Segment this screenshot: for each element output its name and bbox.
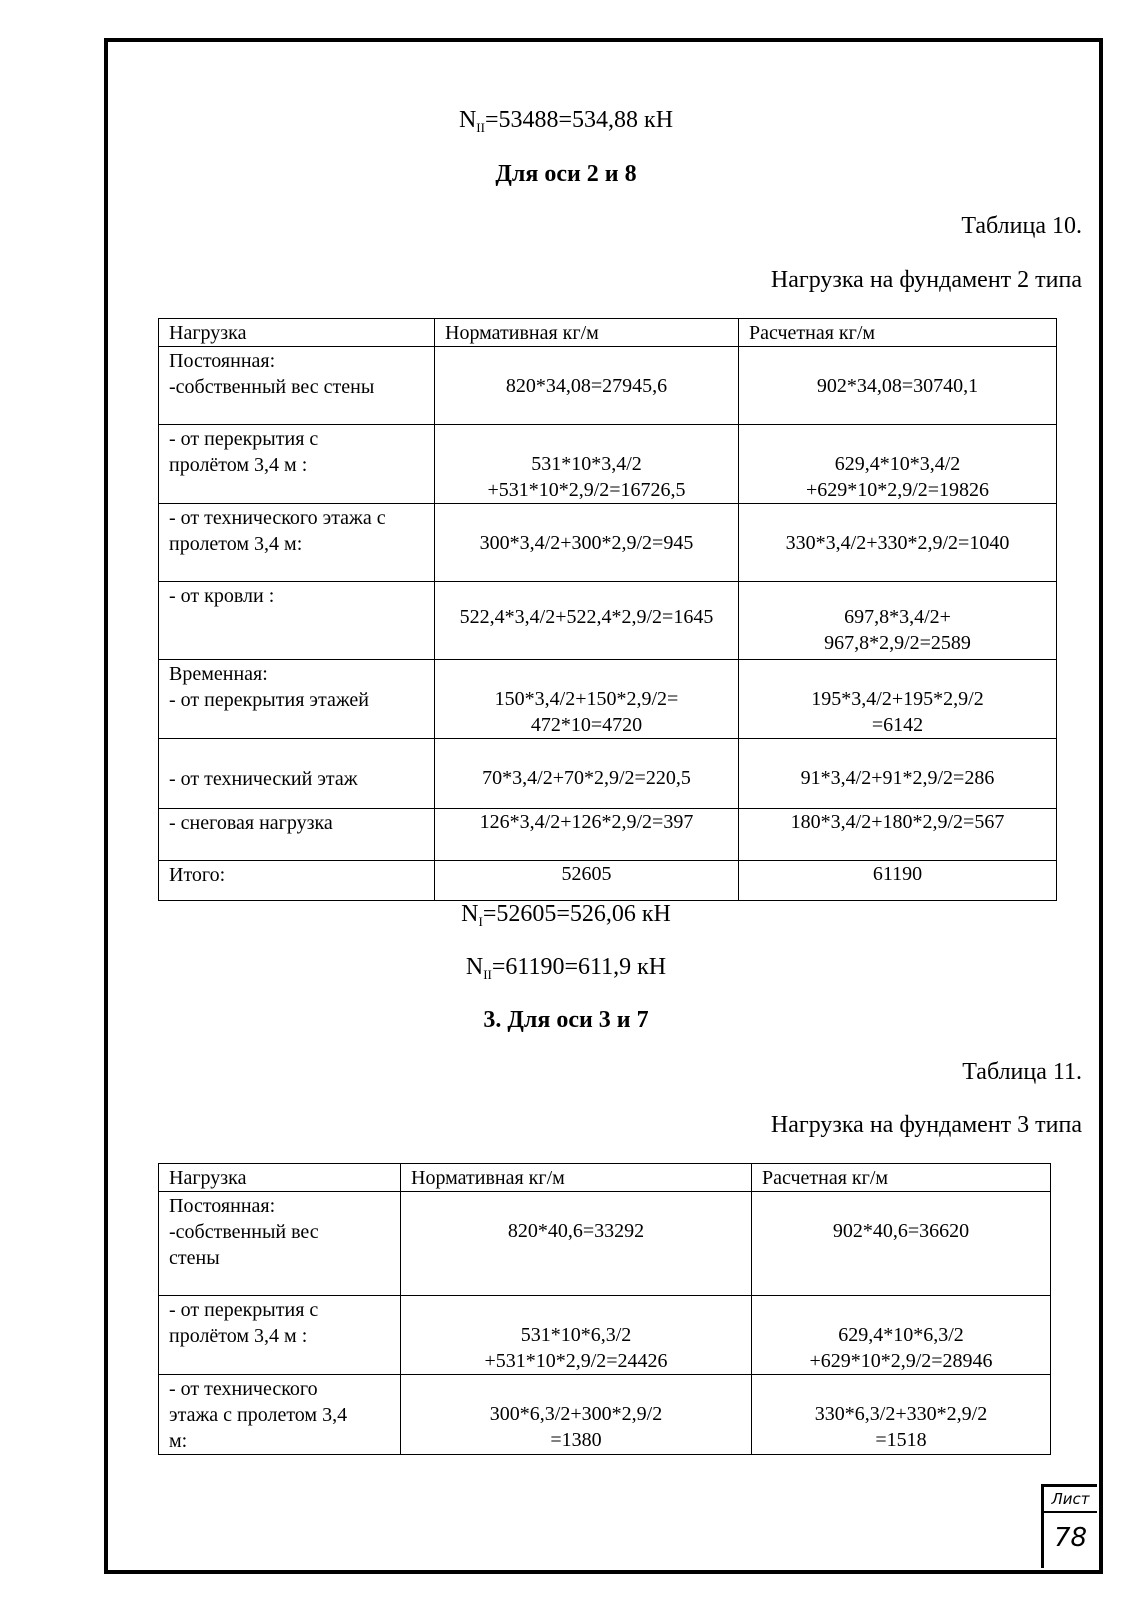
sheet-number: 78 [1053,1523,1088,1553]
load-label: - от перекрытия с пролётом 3,4 м : [159,425,435,504]
calc-value: 330*3,4/2+330*2,9/2=1040 [739,504,1057,582]
norm-value: 300*6,3/2+300*2,9/2 =1380 [401,1375,752,1455]
norm-value: 531*10*6,3/2 +531*10*2,9/2=24426 [401,1296,752,1375]
norm-value: 820*34,08=27945,6 [435,347,739,425]
header-cell: Нагрузка [159,319,435,347]
header-cell: Нормативная кг/м [435,319,739,347]
load-label: - от технического этажа с пролетом 3,4 м: [159,504,435,582]
load-label: - от перекрытия с пролётом 3,4 м : [159,1296,401,1375]
table-row [159,1296,1051,1375]
header-cell: Расчетная кг/м [752,1164,1051,1192]
table-11 [158,1163,1051,1455]
sheet-stamp [1041,1484,1097,1568]
load-label: - от кровли : [159,582,435,660]
load-label: - от технический этаж [159,739,435,809]
table11-caption: Таблица 11. [962,1059,1082,1085]
table10-title: Нагрузка на фундамент 2 типа [770,267,1082,293]
norm-value: 300*3,4/2+300*2,9/2=945 [435,504,739,582]
load-label: Постоянная: -собственный вес стены [159,347,435,425]
table-total-row [159,861,1057,901]
calc-value: 629,4*10*3,4/2 +629*10*2,9/2=19826 [739,425,1057,504]
norm-value: 52605 [435,861,739,901]
table-row [159,425,1057,504]
header-cell: Нормативная кг/м [401,1164,752,1192]
load-label: Временная: - от перекрытия этажей [159,660,435,739]
header-cell: Нагрузка [159,1164,401,1192]
table-row [159,347,1057,425]
calc-value: 330*6,3/2+330*2,9/2 =1518 [752,1375,1051,1455]
table-row [159,1192,1051,1296]
load-label: - от технического этажа с пролетом 3,4 м: [159,1375,401,1455]
calc-value: 902*34,08=30740,1 [739,347,1057,425]
table10-caption: Таблица 10. [961,213,1082,239]
heading-axis-2-8: Для оси 2 и 8 [495,161,637,187]
table-header-row [159,319,1057,347]
sheet-label: Лист [1044,1487,1097,1513]
table-row [159,739,1057,809]
table-header-row [159,1164,1051,1192]
calc-value: 697,8*3,4/2+ 967,8*2,9/2=2589 [739,582,1057,660]
heading-axis-3-7: 3. Для оси 3 и 7 [483,1007,649,1033]
table11-title: Нагрузка на фундамент 3 типа [770,1112,1082,1138]
header-cell: Расчетная кг/м [739,319,1057,347]
calc-value: 180*3,4/2+180*2,9/2=567 [739,809,1057,861]
norm-value: 522,4*3,4/2+522,4*2,9/2=1645 [435,582,739,660]
calc-value: 902*40,6=36620 [752,1192,1051,1296]
norm-value: 820*40,6=33292 [401,1192,752,1296]
table-row [159,504,1057,582]
calc-value: 61190 [739,861,1057,901]
table-10 [158,318,1057,901]
norm-value: 531*10*3,4/2 +531*10*2,9/2=16726,5 [435,425,739,504]
calc-value: 195*3,4/2+195*2,9/2 =6142 [739,660,1057,739]
norm-value: 126*3,4/2+126*2,9/2=397 [435,809,739,861]
table-row [159,660,1057,739]
load-label: Итого: [159,861,435,901]
load-label: Постоянная: -собственный вес стены [159,1192,401,1296]
table-row [159,809,1057,861]
table-row [159,1375,1051,1455]
formula-n2: $N_{II}=53488=534,88$ кН [458,107,674,135]
load-label: - снеговая нагрузка [159,809,435,861]
table-row [159,582,1057,660]
formula-n2-total: $N_{II}=61190=611,9$ кН [465,954,667,982]
calc-value: 629,4*10*6,3/2 +629*10*2,9/2=28946 [752,1296,1051,1375]
calc-value: 91*3,4/2+91*2,9/2=286 [739,739,1057,809]
norm-value: 150*3,4/2+150*2,9/2= 472*10=4720 [435,660,739,739]
formula-n1: $N_I=52605=526,06$ кН [461,901,671,929]
norm-value: 70*3,4/2+70*2,9/2=220,5 [435,739,739,809]
